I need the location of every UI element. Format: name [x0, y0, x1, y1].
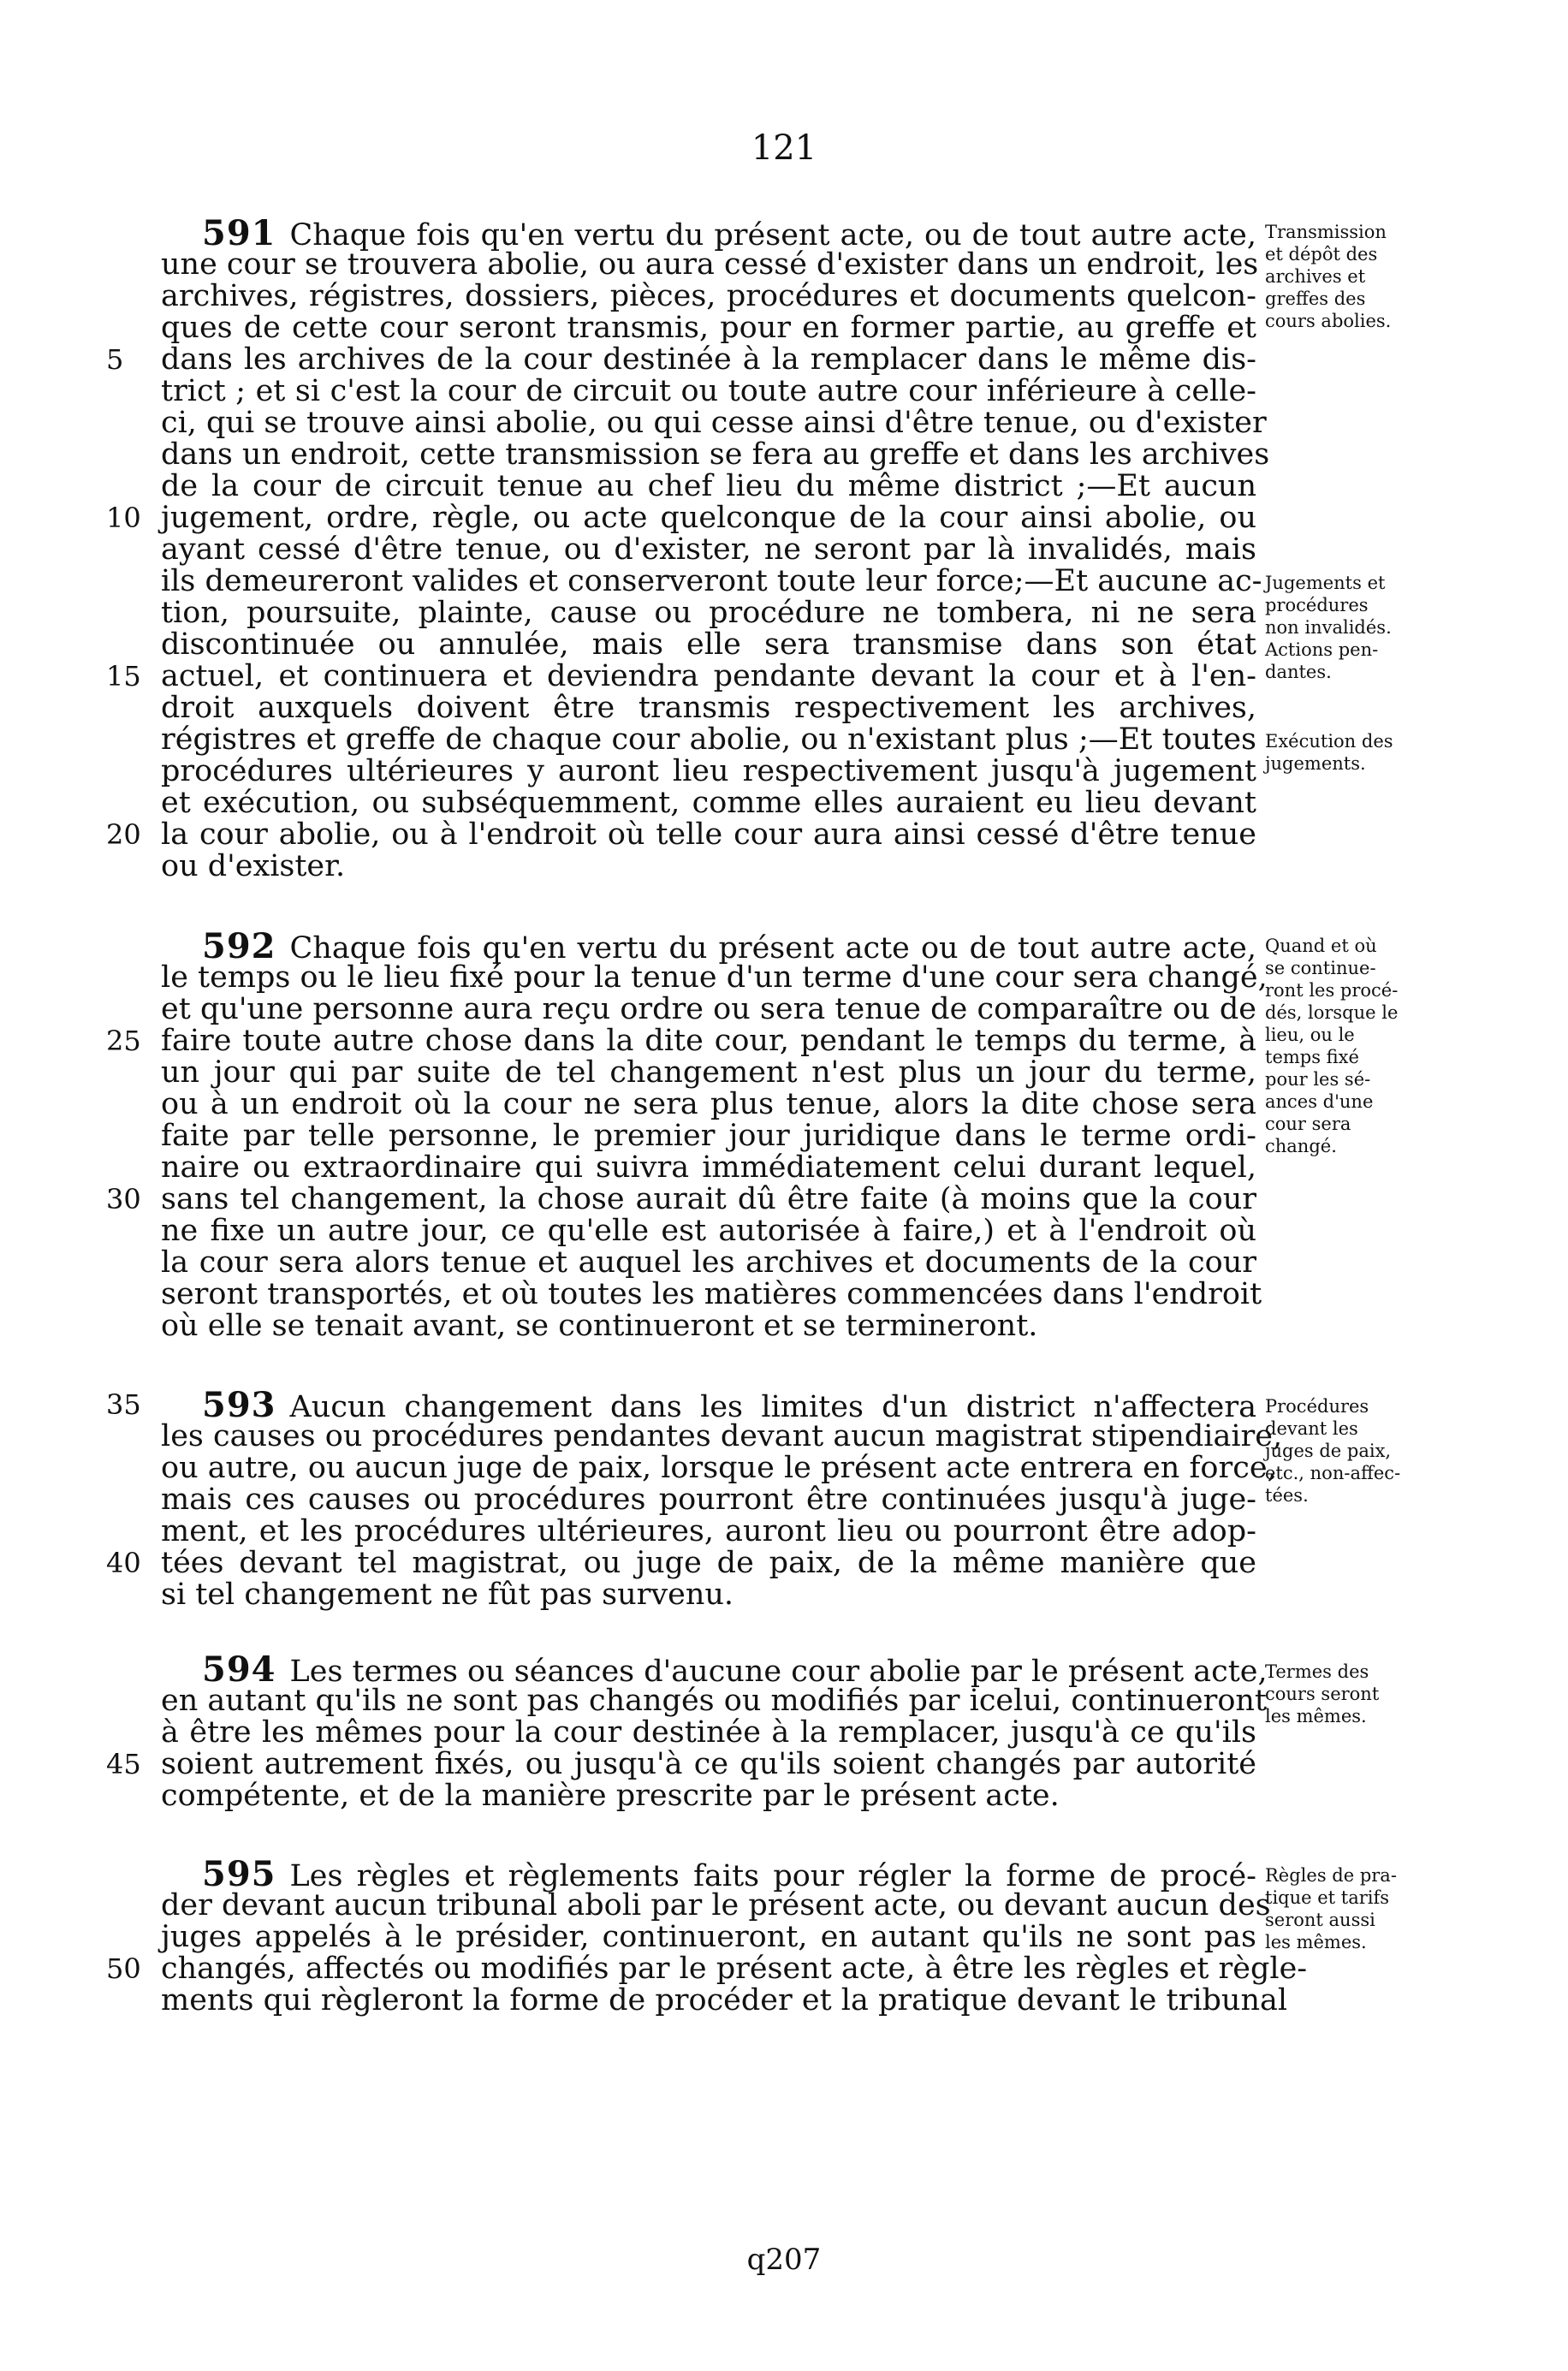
- text-line: tion, poursuite, plainte, cause ou procédure ne tombera, ni ne sera: [161, 596, 1256, 630]
- text-line: où elle se tenait avant, se continueront et se termineront.: [161, 1309, 1038, 1343]
- text-line: le temps ou le lieu fixé pour la tenue d'un terme d'une cour sera changé,: [161, 960, 1268, 995]
- page-number: 121: [751, 128, 817, 168]
- line-number: 5: [106, 343, 124, 376]
- margin-note: Termes des cours seront les mêmes.: [1265, 1661, 1380, 1726]
- text-line: juges appelés à le présider, continueront, en autant qu'ils ne sont pas: [161, 1920, 1256, 1954]
- margin-note: Quand et où se continue- ront les procé- dés, lorsque le lieu, ou le temps fixé pour les sé- ances d'une cour sera changé.: [1265, 936, 1399, 1156]
- section-number: 592: [202, 926, 276, 966]
- text-line: ci, qui se trouve ainsi abolie, ou qui cesse ainsi d'être tenue, ou d'exister: [161, 406, 1267, 440]
- signature-mark: q207: [746, 2243, 822, 2277]
- text-line: naire ou extraordinaire qui suivra immédiatement celui durant lequel,: [161, 1150, 1256, 1185]
- text-line: 594 Les termes ou séances d'aucune cour abolie par le présent acte,: [202, 1649, 1268, 1690]
- margin-note: Règles de pra- tique et tarifs seront aussi les mêmes.: [1265, 1865, 1397, 1952]
- text-line: ils demeureront valides et conserveront toute leur force;—Et aucune ac-: [161, 564, 1262, 598]
- text-line: ques de cette cour seront transmis, pour en former partie, au greffe et: [161, 311, 1256, 345]
- text-line: la cour sera alors tenue et auquel les archives et documents de la cour: [161, 1245, 1256, 1280]
- text-line: ou autre, ou aucun juge de paix, lorsque le présent acte entrera en force,: [161, 1451, 1277, 1485]
- text-line: et qu'une personne aura reçu ordre ou sera tenue de comparaître ou de: [161, 992, 1256, 1026]
- line-number: 20: [106, 818, 141, 851]
- text-line: trict ; et si c'est la cour de circuit ou toute autre cour inférieure à celle-: [161, 374, 1256, 408]
- margin-note: Transmission et dépôt des archives et greffes des cours abolies.: [1265, 222, 1392, 331]
- text-line: si tel changement ne fût pas survenu.: [161, 1578, 734, 1612]
- margin-note: Procédures devant les juges de paix, etc., non-affec- tées.: [1265, 1396, 1401, 1506]
- section-number: 595: [202, 1854, 276, 1894]
- text-line: une cour se trouvera abolie, ou aura cessé d'exister dans un endroit, les: [161, 247, 1259, 282]
- text-line: 591 Chaque fois qu'en vertu du présent acte, ou de tout autre acte,: [202, 213, 1256, 253]
- text-line: droit auxquels doivent être transmis respectivement les archives,: [161, 691, 1256, 725]
- text-line: régistres et greffe de chaque cour abolie, ou n'existant plus ;—Et toutes: [161, 722, 1256, 757]
- text-line: faire toute autre chose dans la dite cour, pendant le temps du terme, à: [161, 1024, 1256, 1058]
- text-line: ayant cessé d'être tenue, ou d'exister, ne seront par là invalidés, mais: [161, 532, 1256, 567]
- text-line: compétente, et de la manière prescrite par le présent acte.: [161, 1779, 1060, 1813]
- section-number: 591: [202, 213, 276, 253]
- text-line: dans les archives de la cour destinée à la remplacer dans le même dis-: [161, 342, 1256, 377]
- line-number: 45: [106, 1748, 141, 1780]
- text-line: actuel, et continuera et deviendra pendante devant la cour et à l'en-: [161, 659, 1256, 693]
- margin-note: Jugements et procédures non invalidés. Actions pen- dantes.: [1265, 573, 1392, 682]
- text-line: ou d'exister.: [161, 849, 346, 883]
- section-number: 593: [202, 1385, 276, 1425]
- text-line: ment, et les procédures ultérieures, auront lieu ou pourront être adop-: [161, 1514, 1256, 1548]
- text-line: discontinuée ou annulée, mais elle sera transmise dans son état: [161, 627, 1256, 662]
- text-line: changés, affectés ou modifiés par le présent acte, à être les règles et règle-: [161, 1952, 1308, 1986]
- text-line: soient autrement fixés, ou jusqu'à ce qu'ils soient changés par autorité: [161, 1747, 1256, 1781]
- text-line: mais ces causes ou procédures pourront être continuées jusqu'à juge-: [161, 1483, 1256, 1517]
- text-line: archives, régistres, dossiers, pièces, procédures et documents quelcon-: [161, 279, 1256, 313]
- section-number: 594: [202, 1649, 276, 1690]
- text-line: sans tel changement, la chose aurait dû être faite (à moins que la cour: [161, 1182, 1256, 1216]
- text-line: à être les mêmes pour la cour destinée à la remplacer, jusqu'à ce qu'ils: [161, 1715, 1256, 1750]
- text-line: dans un endroit, cette transmission se fera au greffe et dans les archives: [161, 437, 1270, 472]
- text-line: et exécution, ou subséquemment, comme elles auraient eu lieu devant: [161, 786, 1256, 820]
- text-line: 592 Chaque fois qu'en vertu du présent acte ou de tout autre acte,: [202, 926, 1256, 966]
- text-line: faite par telle personne, le premier jour juridique dans le terme ordi-: [161, 1119, 1256, 1153]
- text-line: ne fixe un autre jour, ce qu'elle est autorisée à faire,) et à l'endroit où: [161, 1214, 1256, 1248]
- line-number: 15: [106, 660, 141, 692]
- text-line: seront transportés, et où toutes les matières commencées dans l'endroit: [161, 1277, 1262, 1311]
- text-line: la cour abolie, ou à l'endroit où telle cour aura ainsi cessé d'être tenue: [161, 817, 1256, 852]
- line-number: 10: [106, 502, 141, 534]
- text-line: ments qui règleront la forme de procéder et la pratique devant le tribunal: [161, 1983, 1288, 2017]
- text-line: les causes ou procédures pendantes devant aucun magistrat stipendiaire,: [161, 1419, 1283, 1453]
- text-line: der devant aucun tribunal aboli par le présent acte, ou devant aucun des: [161, 1888, 1271, 1922]
- line-number: 25: [106, 1025, 141, 1057]
- text-line: un jour qui par suite de tel changement n'est plus un jour du terme,: [161, 1055, 1256, 1090]
- text-line: jugement, ordre, règle, ou acte quelconque de la cour ainsi abolie, ou: [161, 501, 1256, 535]
- margin-note: Exécution des jugements.: [1265, 731, 1393, 774]
- text-line: 593 Aucun changement dans les limites d'un district n'affectera: [202, 1385, 1256, 1425]
- line-number: 30: [106, 1183, 141, 1215]
- line-number: 50: [106, 1952, 141, 1985]
- text-line: de la cour de circuit tenue au chef lieu du même district ;—Et aucun: [161, 469, 1256, 503]
- text-line: tées devant tel magistrat, ou juge de paix, de la même manière que: [161, 1546, 1256, 1580]
- line-number: 35: [106, 1388, 141, 1421]
- line-number: 40: [106, 1547, 141, 1579]
- text-line: 595 Les règles et règlements faits pour régler la forme de procé-: [202, 1854, 1256, 1894]
- text-line: procédures ultérieures y auront lieu respectivement jusqu'à jugement: [161, 754, 1256, 788]
- text-line: ou à un endroit où la cour ne sera plus tenue, alors la dite chose sera: [161, 1087, 1256, 1121]
- text-line: en autant qu'ils ne sont pas changés ou modifiés par icelui, continueront: [161, 1684, 1267, 1718]
